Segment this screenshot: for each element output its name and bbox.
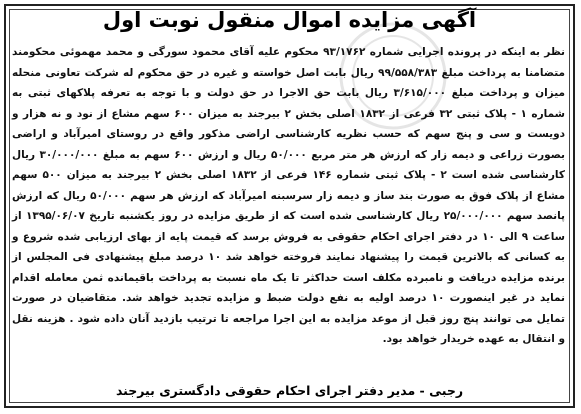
auction-notice	[4, 4, 575, 408]
notice-signature: رجبی - مدیر دفتر اجرای احکام حقوقی دادگستری بیرجند	[115, 383, 464, 398]
notice-title: آگهی مزایده اموال منقول نوبت اول	[102, 8, 477, 32]
notice-body: نظر به اینکه در پرونده اجرایی شماره ۹۳/۱۷۶۲ محکوم علیه آقای محمود سورگی و محمد مهموئی محکومند متضامنا به پرداخت مبلغ ۹۹/۵۵۸/۳۸۳ ریال بابت اصل خواسته و غیره در حق محکوم له شرکت تعاونی منحله میزان و پرداخت مبلغ ۳/۶۱۵/۰۰۰ ریال بابت حق الاجرا در حق دولت و با توجه به تعرفه پلاکهای ثبتی به شماره ۱ - پلاک ثبتی ۳۲ فرعی از ۱۸۳۲ اصلی بخش ۲ بیرجند به میزان ۶۰۰ سهم مشاع از نود و نه هزار و دویست و سی و پنج سهم که حسب نظریه کارشناسی اراضی مذکور واقع در روستای امیرآباد و اراضی بصورت زراعی و دیمه زار که ارزش هر متر مربع ۵۰/۰۰۰ ریال و ارزش ۶۰۰ سهم به مبلغ ۳۰/۰۰۰/۰۰۰ ریال کارشناسی شده است ۲ - پلاک ثبتی شماره ۱۴۶ فرعی از ۱۸۳۲ اصلی بخش ۲ بیرجند به میزان ۵۰۰ سهم مشاع از پلاک فوق به صورت بند ساز و دیمه زار سرسبنه امیرآباد که ارزش هر سهم ۵۰/۰۰۰ ریال که ارزش پانصد سهم ۲۵/۰۰۰/۰۰۰ ریال کارشناسی شده است که از طریق مزایده در روز یکشنبه تاریخ ۱۳۹۵/۰۶/۰۷ از ساعت ۹ الی ۱۰ در دفتر اجرای احکام حقوقی به فروش برسد که قیمت پایه از بهای ارزیابی شده شروع و به کسانی که بالاترین قیمت را پیشنهاد نمایند فروخته خواهد شد ۱۰ درصد مبلغ پیشنهادی فی المجلس از برنده مزایده دریافت و نامبرده مکلف است حداکثر تا یک ماه نسبت به پرداخت باقیمانده ثمن معامله اقدام نماید در غیر اینصورت ۱۰ درصد اولیه به نفع دولت ضبط و مزایده تجدید خواهد شد. متقاضیان در صورت تمایل می توانند پنج روز قبل از موعد مزایده به این اجرا مراجعه تا ترتیب بازدید آنان داده شود . هزینه نقل و انتقال به عهده خریدار خواهد بود.	[12, 46, 565, 345]
